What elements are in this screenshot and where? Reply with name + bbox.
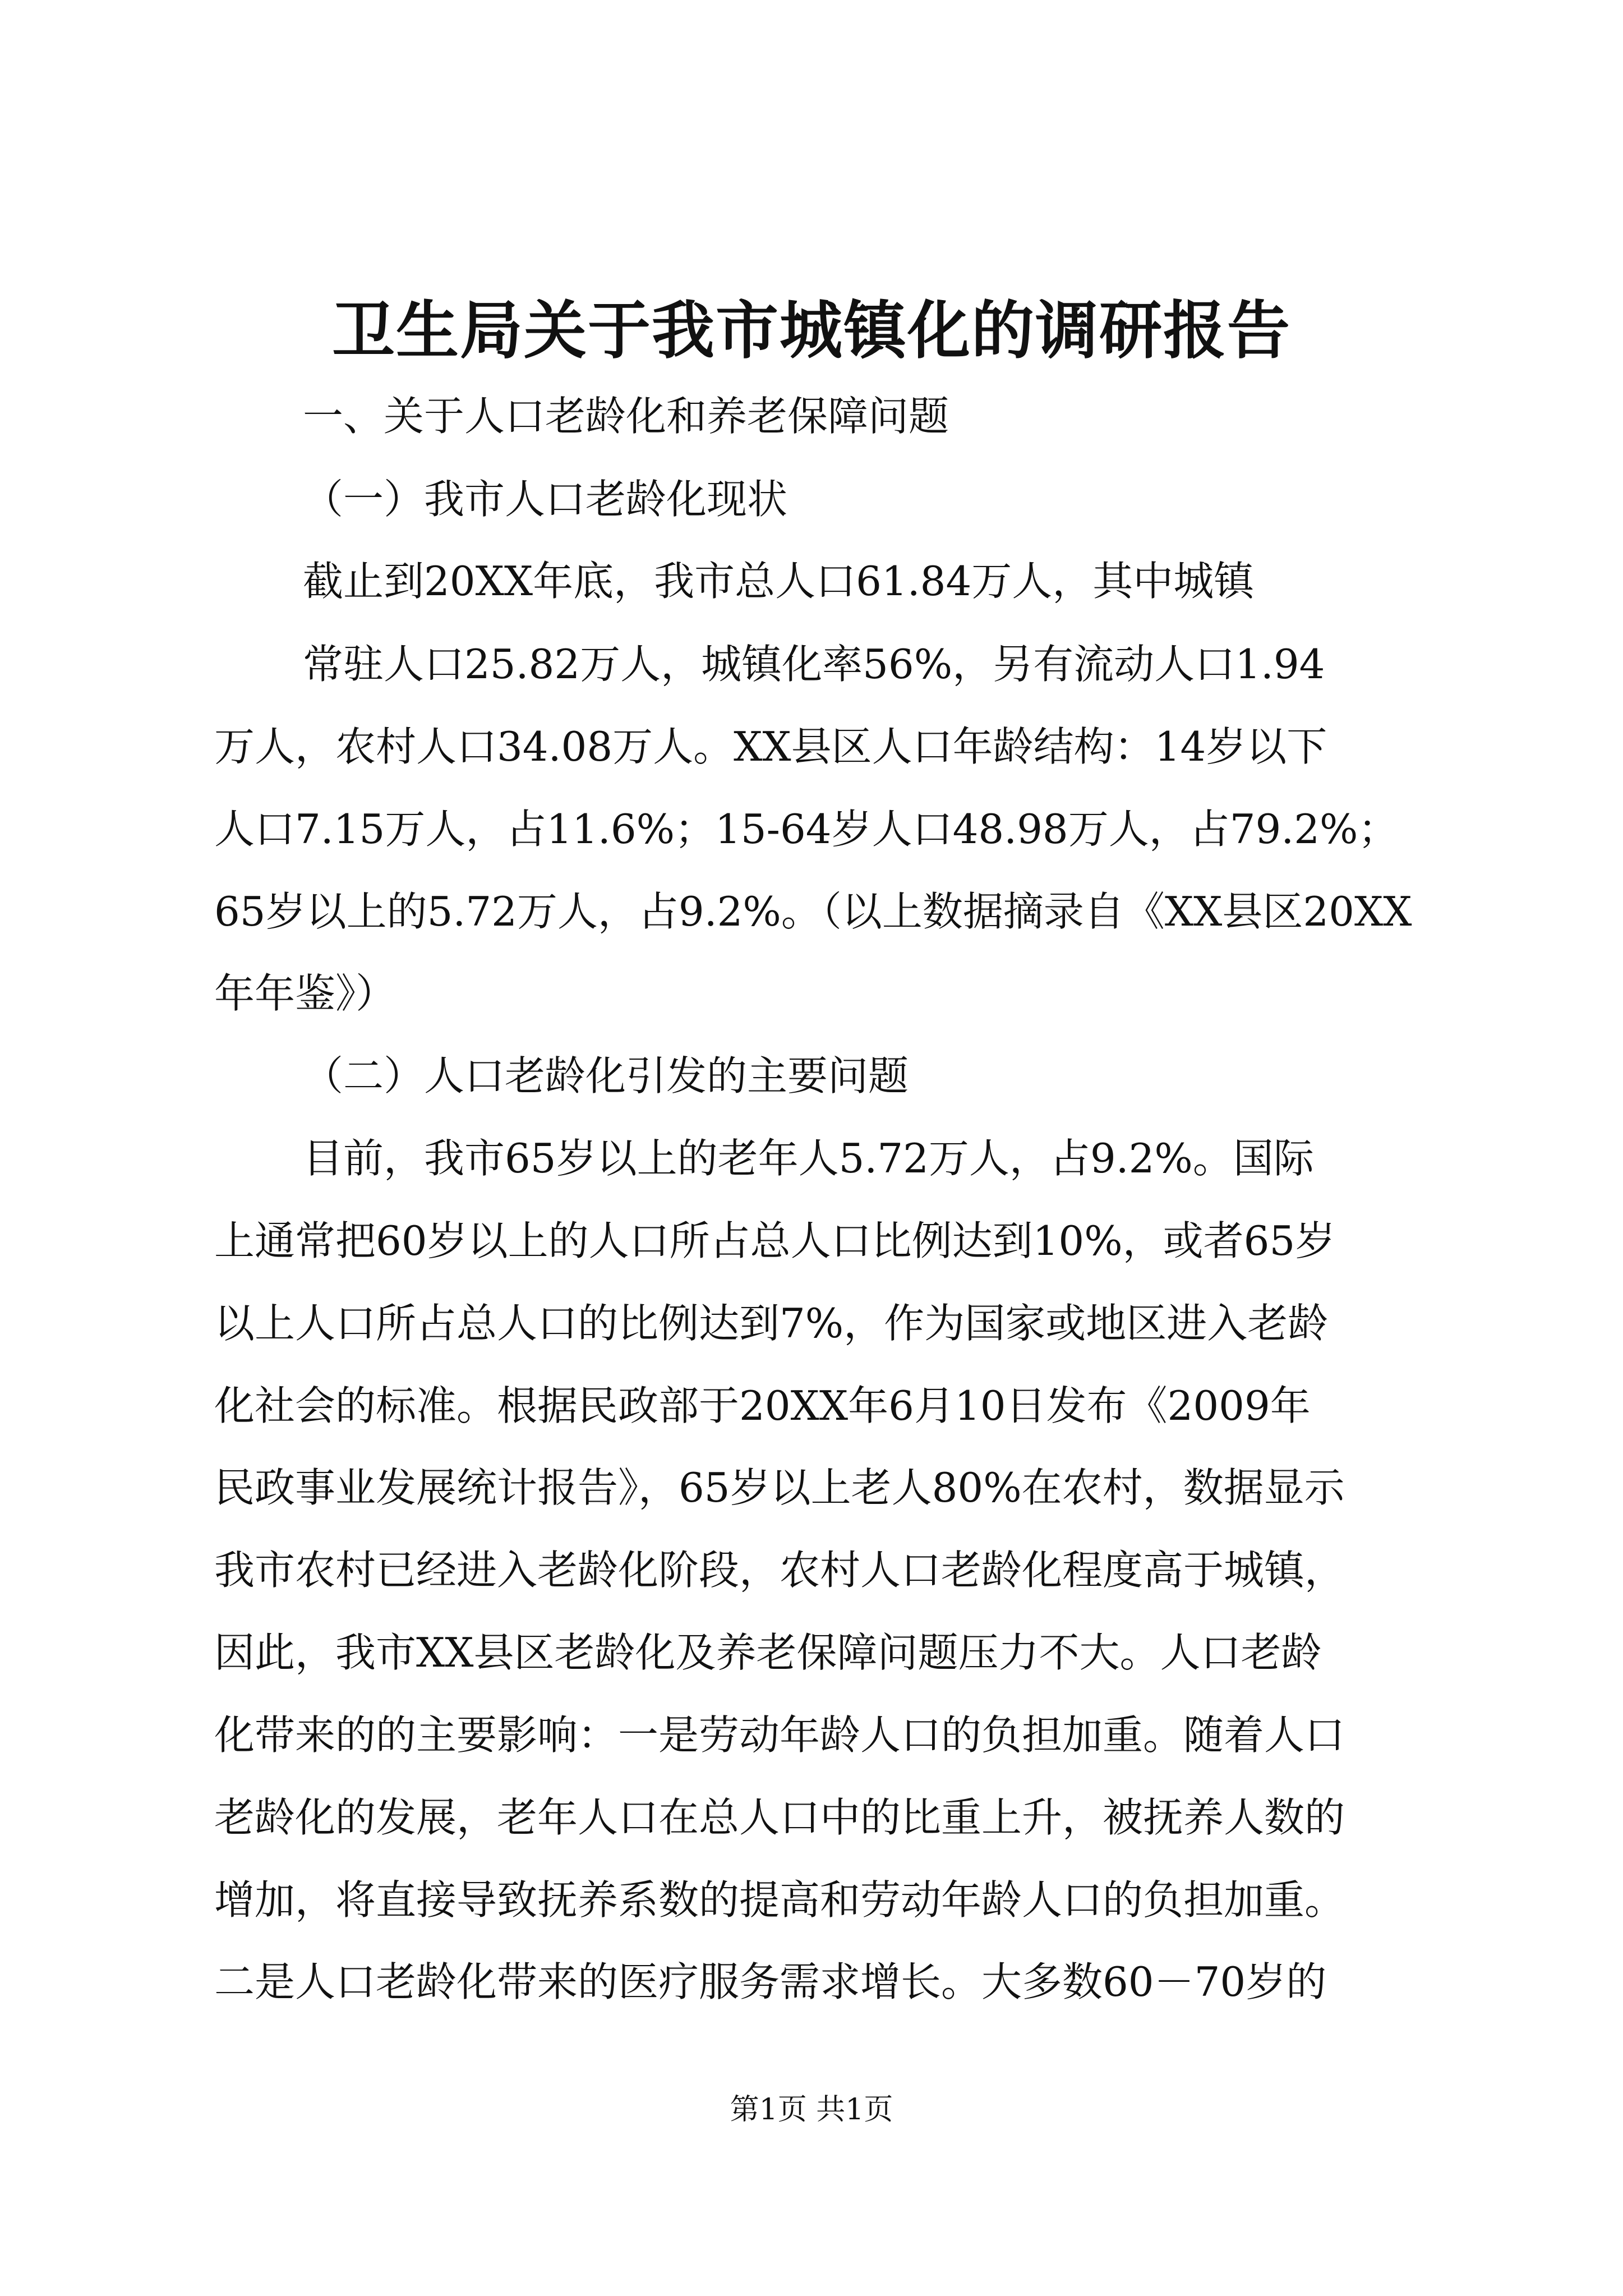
paragraph-line: 化带来的的主要影响：一是劳动年龄人口的负担加重。随着人口 <box>214 1711 1345 1759</box>
paragraph-line: 因此，我市XX县区老龄化及养老保障问题压力不大。人口老龄 <box>214 1629 1322 1676</box>
paragraph-line: 年年鉴》） <box>214 970 396 1017</box>
paragraph-line: 老龄化的发展，老年人口在总人口中的比重上升，被抚养人数的 <box>214 1794 1345 1841</box>
paragraph-line: 截止到20XX年底，我市总人口61.84万人，其中城镇 <box>303 558 1255 605</box>
paragraph-line: 人口7.15万人，占11.6%；15-64岁人口48.98万人，占79.2%； <box>214 806 1399 853</box>
heading-level-2: （一）我市人口老龄化现状 <box>303 476 788 523</box>
paragraph-line: 万人，农村人口34.08万人。XX县区人口年龄结构：14岁以下 <box>214 723 1327 770</box>
page-footer: 第1页 共1页 <box>730 2093 893 2127</box>
paragraph-line: 65岁以上的5.72万人，占9.2%。（以上数据摘录自《XX县区20XX <box>214 888 1412 935</box>
document-title: 卫生局关于我市城镇化的调研报告 <box>332 294 1291 367</box>
paragraph-line: 民政事业发展统计报告》，65岁以上老人80%在农村，数据显示 <box>214 1464 1345 1511</box>
heading-level-2: （二）人口老龄化引发的主要问题 <box>303 1052 909 1099</box>
paragraph-line: 我市农村已经进入老龄化阶段，农村人口老龄化程度高于城镇， <box>214 1547 1345 1594</box>
paragraph-line: 增加，将直接导致抚养系数的提高和劳动年龄人口的负担加重。 <box>214 1876 1345 1924</box>
paragraph-line: 二是人口老龄化带来的医疗服务需求增长。大多数60－70岁的 <box>214 1958 1327 2005</box>
heading-level-1: 一、关于人口老龄化和养老保障问题 <box>303 393 949 440</box>
paragraph-line: 化社会的标准。根据民政部于20XX年6月10日发布《2009年 <box>214 1382 1311 1429</box>
paragraph-line: 上通常把60岁以上的人口所占总人口比例达到10%，或者65岁 <box>214 1217 1336 1264</box>
paragraph-line: 目前，我市65岁以上的老年人5.72万人，占9.2%。国际 <box>303 1135 1314 1182</box>
paragraph-line: 常驻人口25.82万人，城镇化率56%，另有流动人口1.94 <box>303 641 1325 688</box>
paragraph-line: 以上人口所占总人口的比例达到7%，作为国家或地区进入老龄 <box>214 1300 1329 1347</box>
